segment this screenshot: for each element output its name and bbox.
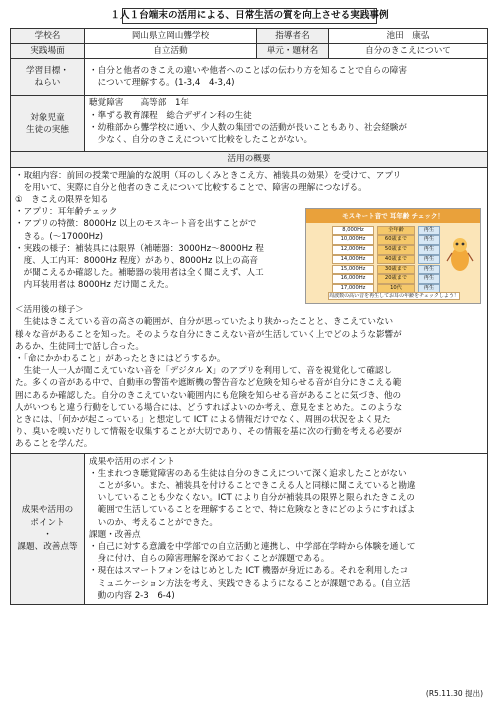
app-play-button: 再生 bbox=[418, 265, 440, 274]
overview-detail-line: きる。(～17000Hz) bbox=[15, 231, 103, 242]
app-title: モスキート音で 耳年齢 チェック！ bbox=[342, 211, 444, 220]
points-line: ことが多い。また、補装具を付けることできこえる人と同様に聞こえていると勘違 bbox=[89, 481, 416, 492]
practice-table bbox=[10, 28, 488, 605]
app-frequency-row bbox=[332, 265, 442, 274]
after-use-label: ＜活用後の様子＞ bbox=[15, 305, 84, 316]
goal-label-line: ねらい bbox=[34, 78, 61, 89]
app-age-label: 30歳まで bbox=[377, 265, 415, 274]
app-age-label: 50歳まで bbox=[377, 245, 415, 254]
overview-detail-line: 度、人工内耳：8000Hz 程度）があり、8000Hz 以上の高音 bbox=[15, 256, 259, 267]
app-play-button: 再生 bbox=[418, 226, 440, 235]
goal-line: について理解する。(1-3,4 4-3,4) bbox=[89, 78, 235, 89]
goal-label-line: 学習目標・ bbox=[26, 66, 69, 77]
app-age-label: 40歳まで bbox=[377, 255, 415, 264]
overview-detail-line: ・アプリの特徴：8000Hz 以上のモスキート音を出すことがで bbox=[15, 219, 257, 230]
overview-content bbox=[11, 167, 488, 453]
students-line: ・幼稚部から聾学校に通い、少人数の集団での活動が長いこともあり、社会経験が bbox=[89, 122, 407, 133]
issues-heading: 課題・改善点 bbox=[89, 529, 141, 540]
section-title: ① きこえの限界を知る bbox=[15, 195, 109, 206]
app-frequency-row bbox=[332, 275, 442, 284]
mosquito-character-icon bbox=[446, 235, 474, 275]
app-play-button: 再生 bbox=[418, 235, 440, 244]
scene-value: 自立活動 bbox=[85, 44, 257, 59]
app-footer-text: 周波数の高い音を再生してお耳の年齢をチェックしよう！ bbox=[329, 293, 459, 300]
app-frequency-row bbox=[332, 255, 442, 264]
app-age-label: 20歳まで bbox=[377, 274, 415, 283]
app-age-label: 60歳まで bbox=[377, 235, 415, 244]
after-use-line: 囲にあるか確認した。自分のきこえていない範囲内にも危険を知らせる音があることに気づき、他の bbox=[15, 390, 402, 401]
app-frequency-label: 16,000Hz bbox=[332, 274, 374, 283]
document-title: １人１台端末の活用による、日常生活の質を向上させる実践事例 bbox=[122, 8, 377, 24]
students-label-line: 対象児童 bbox=[30, 112, 65, 123]
after-use-line: 生徒一人一人が聞こえていない音を「デジタル X」のアプリを利用して、音を視覚化して確認し bbox=[15, 366, 393, 377]
app-frequency-row bbox=[332, 236, 442, 245]
results-label-line: ポイント bbox=[30, 517, 65, 528]
unit-label: 単元・題材名 bbox=[257, 44, 329, 59]
points-line: いのか、考えることができた。 bbox=[89, 517, 218, 528]
app-frequency-label: 12,000Hz bbox=[332, 245, 374, 254]
after-use-line: 様々な音があることを知った。そのような自分にきこえない音が生活していく上でどのような影響が bbox=[15, 329, 402, 340]
app-play-button: 再生 bbox=[418, 274, 440, 283]
goal-content bbox=[85, 59, 488, 96]
results-label-line: 課題、改善点等 bbox=[17, 542, 78, 553]
students-line: ・準ずる教育課程 総合デザイン科の生徒 bbox=[89, 110, 252, 121]
app-frequency-list bbox=[332, 226, 442, 294]
issues-line: ミュニケーション方法を考え、実践できるようになることが課題である。(自立活 bbox=[89, 578, 411, 589]
app-frequency-label: 17,000Hz bbox=[332, 284, 374, 293]
students-content bbox=[85, 96, 488, 152]
students-label-line: 生徒の実態 bbox=[26, 124, 69, 135]
issues-line: ・自己に対する意識を中学部での自立活動と連携し、中学部在学時から体験を通して bbox=[89, 542, 416, 553]
results-label bbox=[11, 453, 85, 604]
app-age-label: 全年齢 bbox=[377, 226, 415, 235]
app-play-button: 再生 bbox=[418, 284, 440, 293]
issues-line: 動の内容 2-3 6-4) bbox=[89, 590, 175, 601]
teacher-label: 指導者名 bbox=[257, 29, 329, 44]
school-label: 学校名 bbox=[11, 29, 85, 44]
after-use-line: あることを学んだ。 bbox=[15, 439, 93, 450]
submission-date-note: (R5.11.30 提出) bbox=[425, 689, 483, 698]
overview-detail-line: ・アプリ：耳年齢チェック bbox=[15, 207, 118, 218]
app-frequency-label: 10,000Hz bbox=[332, 235, 374, 244]
points-heading: 成果や活用のポイント bbox=[89, 456, 175, 467]
issues-line: ・現在はスマートフォンをはじめとした ICT 機器が身近にある。それを利用したコ bbox=[89, 566, 409, 577]
students-line: 聴覚障害 高等部 1年 bbox=[89, 98, 189, 109]
results-content bbox=[85, 453, 488, 604]
unit-value: 自分のきこえについて bbox=[329, 44, 488, 59]
app-age-label: 10代 bbox=[377, 284, 415, 293]
goal-label bbox=[11, 59, 85, 96]
after-use-line: あるか、生徒同士で話し合った。 bbox=[15, 341, 144, 352]
scene-label: 実践場面 bbox=[11, 44, 85, 59]
app-play-button: 再生 bbox=[418, 245, 440, 254]
overview-detail-line: が聞こえるか確認した。補聴器の装用者は全く聞こえず、人工 bbox=[15, 268, 264, 279]
app-play-button: 再生 bbox=[418, 255, 440, 264]
issues-line: 身に付け、自らの障害理解を深めておくことが課題である。 bbox=[89, 554, 330, 565]
after-use-line: 生徒はきこえている音の高さの範囲が、自分が思っていたより狭かったことと、きこえていない bbox=[15, 317, 394, 328]
overview-header: 活用の概要 bbox=[11, 152, 488, 167]
overview-intro-line: を用いて、実際に自分と他者のきこえについて比較することで、障害の理解につなげる。 bbox=[15, 182, 367, 193]
results-label-line: ・ bbox=[43, 529, 52, 540]
overview-intro-line: ・取組内容：前回の授業で理論的な説明（耳のしくみときこえ方、補装具の効果）を受けて、アプリ bbox=[15, 170, 402, 181]
students-label bbox=[11, 96, 85, 152]
app-frequency-label: 15,000Hz bbox=[332, 265, 374, 274]
after-use-line: ・「命にかかわること」があったときにはどうするか。 bbox=[15, 354, 226, 365]
points-line: ・生まれつき聴覚障害のある生徒は自分のきこえについて深く追求したことがない bbox=[89, 468, 407, 479]
overview-detail-line: 内耳装用者は 8000Hz だけ聞こえた。 bbox=[15, 280, 174, 291]
school-value: 岡山県立岡山聾学校 bbox=[85, 29, 257, 44]
app-frequency-label: 14,000Hz bbox=[332, 255, 374, 264]
teacher-value: 池田 康弘 bbox=[329, 29, 488, 44]
ear-age-check-app-screenshot bbox=[305, 208, 481, 304]
app-title-bar bbox=[306, 209, 480, 223]
after-use-line: た。多くの音がある中で、自動車の警笛や遮断機の警告音など危険を知らせる音が自分にきこえる範 bbox=[15, 378, 402, 389]
app-frequency-label: 8,000Hz bbox=[332, 226, 374, 235]
after-use-line: り、臭いを嗅いだりして情報を収集することが大切であり、その情報を基に次の行動を考える必要が bbox=[15, 427, 402, 438]
after-use-line: 人がいつもと違う行動をしている場合には、どうすればよいのか考え、意見をまとめた。このような bbox=[15, 402, 403, 413]
after-use-line: ときには、「何かが起こっている」と想定して ICT による情報だけでなく、周囲の状況をよく見た bbox=[15, 415, 391, 426]
students-line: 少なく、自分のきこえについて比較をしたことがない。 bbox=[89, 135, 313, 146]
points-line: いしていることも少なくない。ICT により自分が補装具の限界と限られたきこえの bbox=[89, 493, 415, 504]
app-frequency-row bbox=[332, 246, 442, 255]
overview-detail-line: ・実践の様子：補装具には限界（補聴器：3000Hz～8000Hz 程 bbox=[15, 243, 264, 254]
app-frequency-row bbox=[332, 226, 442, 235]
results-label-line: 成果や活用の bbox=[21, 505, 74, 516]
points-line: 範囲で生活していることを理解することで、特に危険なときにどのようにすればよ bbox=[89, 505, 416, 516]
goal-line: ・自分と他者のきこえの違いや他者へのことばの伝わり方を知ることで自らの障害 bbox=[89, 66, 407, 77]
